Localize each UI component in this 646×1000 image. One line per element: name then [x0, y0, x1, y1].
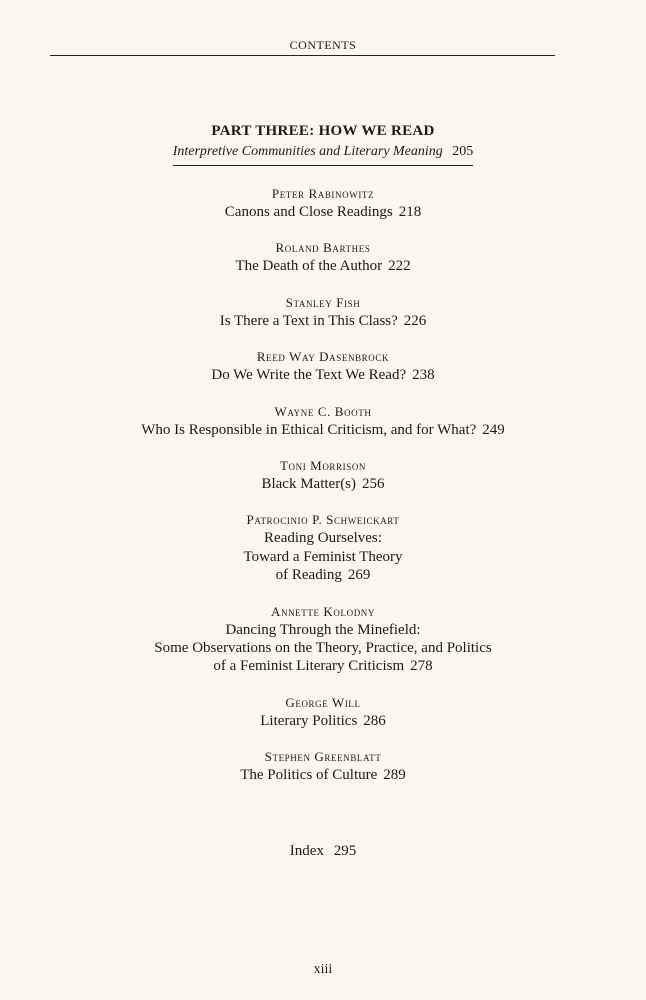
- entry-page-number: 278: [410, 658, 433, 675]
- entry-title-text: The Politics of Culture: [240, 767, 378, 784]
- entry-title-text: Black Matter(s): [261, 476, 357, 493]
- contents-entry: [0, 511, 646, 584]
- contents-entry: [0, 694, 646, 730]
- entry-author: Stephen Greenblatt: [264, 749, 382, 765]
- entry-title-line: [0, 529, 646, 547]
- running-head: CONTENTS: [289, 38, 357, 52]
- entry-author: Stanley Fish: [285, 294, 361, 310]
- entry-title-text: The Death of the Author: [235, 258, 383, 275]
- entry-page-number: 256: [362, 476, 385, 493]
- part-subtitle-line: [173, 142, 474, 166]
- contents-entry: [0, 457, 646, 493]
- entry-title-text: Some Observations on the Theory, Practice, and Politics: [154, 640, 492, 657]
- entry-author: Patrocinio P. Schweickart: [246, 512, 400, 528]
- contents-entry: [0, 348, 646, 384]
- entry-title-text: of a Feminist Literary Criticism: [213, 658, 405, 675]
- entry-title-text: of Reading: [275, 567, 342, 584]
- entry-page-number: 222: [388, 258, 411, 275]
- entry-title-line: [0, 566, 646, 584]
- entry-title-line: [0, 475, 646, 493]
- header-rule: [50, 55, 555, 56]
- entry-title-line: [0, 421, 646, 439]
- index-page-number: 295: [333, 843, 357, 859]
- entry-title-text: Do We Write the Text We Read?: [211, 367, 407, 384]
- entry-title-line: [0, 621, 646, 639]
- entry-title-line: [0, 639, 646, 657]
- entry-title-text: Canons and Close Readings: [224, 204, 393, 220]
- contents-entry: [0, 294, 646, 330]
- entry-title-line: [0, 548, 646, 566]
- entry-title-line: [0, 657, 646, 675]
- entry-page-number: 289: [383, 767, 406, 784]
- part-subtitle: Interpretive Communities and Literary Meaning: [172, 144, 443, 159]
- contents-list: [0, 185, 646, 803]
- entry-page-number: 226: [403, 312, 427, 329]
- contents-entry: [0, 603, 646, 676]
- index-entry: [0, 843, 646, 860]
- entry-title-text: Literary Politics: [260, 712, 358, 729]
- contents-entry: [0, 403, 646, 439]
- entry-author: Roland Barthes: [275, 240, 371, 256]
- entry-title-text: Dancing Through the Minefield:: [225, 621, 421, 638]
- contents-entry: [0, 239, 646, 275]
- entry-title-text: Who Is Responsible in Ethical Criticism, and for What?: [141, 421, 477, 438]
- entry-title-text: Is There a Text in This Class?: [219, 312, 398, 329]
- entry-page-number: 218: [398, 204, 422, 220]
- entry-author: Reed Way Dasenbrock: [256, 349, 390, 365]
- entry-title-line: [0, 712, 646, 730]
- contents-entry: [0, 748, 646, 784]
- entry-title-line: [0, 766, 646, 784]
- entry-author: Toni Morrison: [279, 458, 367, 474]
- part-page-number: 205: [452, 144, 474, 159]
- entry-title-text: Toward a Feminist Theory: [243, 548, 403, 565]
- entry-title-line: [0, 366, 646, 384]
- entry-author: Wayne C. Booth: [274, 403, 372, 419]
- page-folio: xiii: [313, 962, 333, 977]
- part-title: PART THREE: HOW WE READ: [211, 123, 435, 139]
- entry-author: Annette Kolodny: [270, 603, 375, 619]
- part-heading: [0, 121, 646, 166]
- index-label: Index: [289, 843, 324, 859]
- entry-title-line: [0, 257, 646, 275]
- entry-title-line: [0, 312, 646, 330]
- entry-title-text: Reading Ourselves:: [264, 530, 382, 547]
- entry-title-line: [0, 203, 646, 221]
- contents-entry: [0, 185, 646, 221]
- entry-page-number: 238: [412, 367, 435, 384]
- entry-author: George Will: [285, 694, 361, 710]
- entry-page-number: 286: [363, 712, 386, 729]
- entry-page-number: 249: [482, 421, 505, 438]
- entry-author: Peter Rabinowitz: [271, 186, 375, 201]
- entry-page-number: 269: [347, 567, 371, 584]
